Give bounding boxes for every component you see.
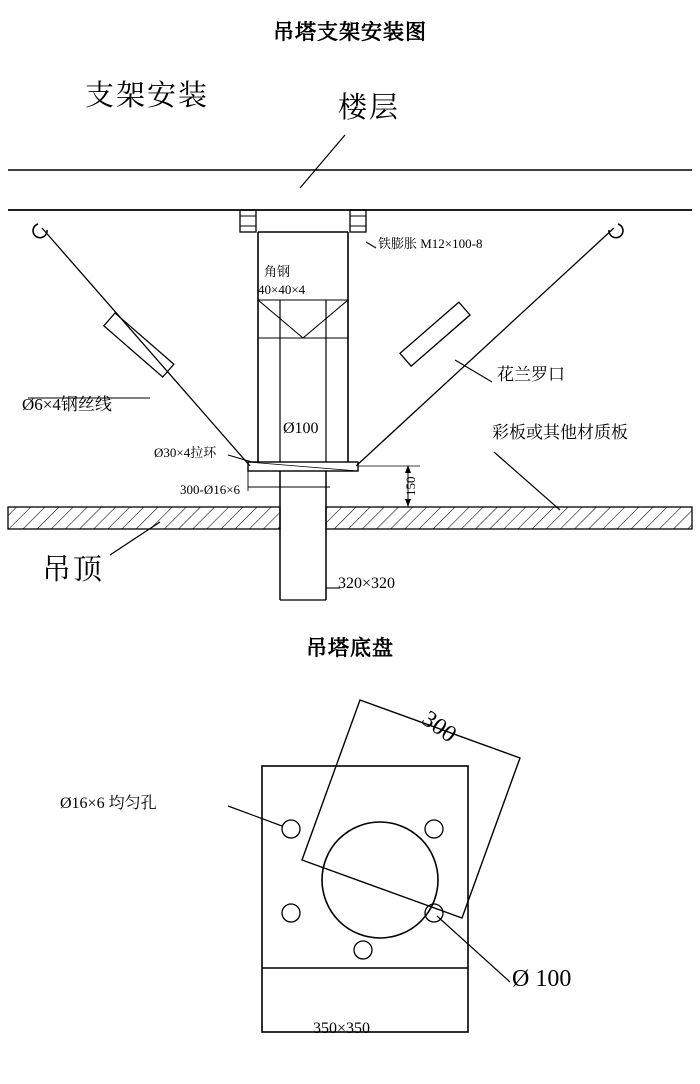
ceiling-group [8,452,692,588]
anchor-plates-group [240,210,376,248]
base-plan-group [228,700,520,1032]
label-holes: Ø16×6 均匀孔 [60,795,157,812]
floor-slab-group [8,135,692,210]
label-center-hole: Ø 100 [512,966,572,992]
page-title: 吊塔支架安装图 [273,20,427,44]
label-angle-steel-spec: 40×40×4 [258,282,306,297]
label-plate-dim-300: 300-Ø16×6 [180,482,241,497]
label-base-plate-dim: 350×350 [313,1020,371,1037]
label-ceiling: 吊顶 [42,554,105,586]
label-floor: 楼层 [338,92,401,124]
label-pipe-diameter: Ø100 [283,420,319,437]
label-wire-rope: Ø6×4钢丝线 [22,395,112,414]
label-anchor-bolt: 铁膨胀 M12×100-8 [378,236,483,251]
label-angle-steel: 角钢 [264,264,291,279]
label-pull-ring: Ø30×4拉环 [154,445,217,460]
label-dim-300: 300 [416,706,462,749]
label-bracket-install: 支架安装 [85,80,210,112]
section-title-base: 吊塔底盘 [306,636,394,660]
label-color-plate: 彩板或其他材质板 [492,423,628,442]
label-dim-150: 150 [403,476,418,496]
label-turnbuckle: 花兰罗口 [497,365,565,384]
label-base-dim: 320×320 [338,575,396,592]
